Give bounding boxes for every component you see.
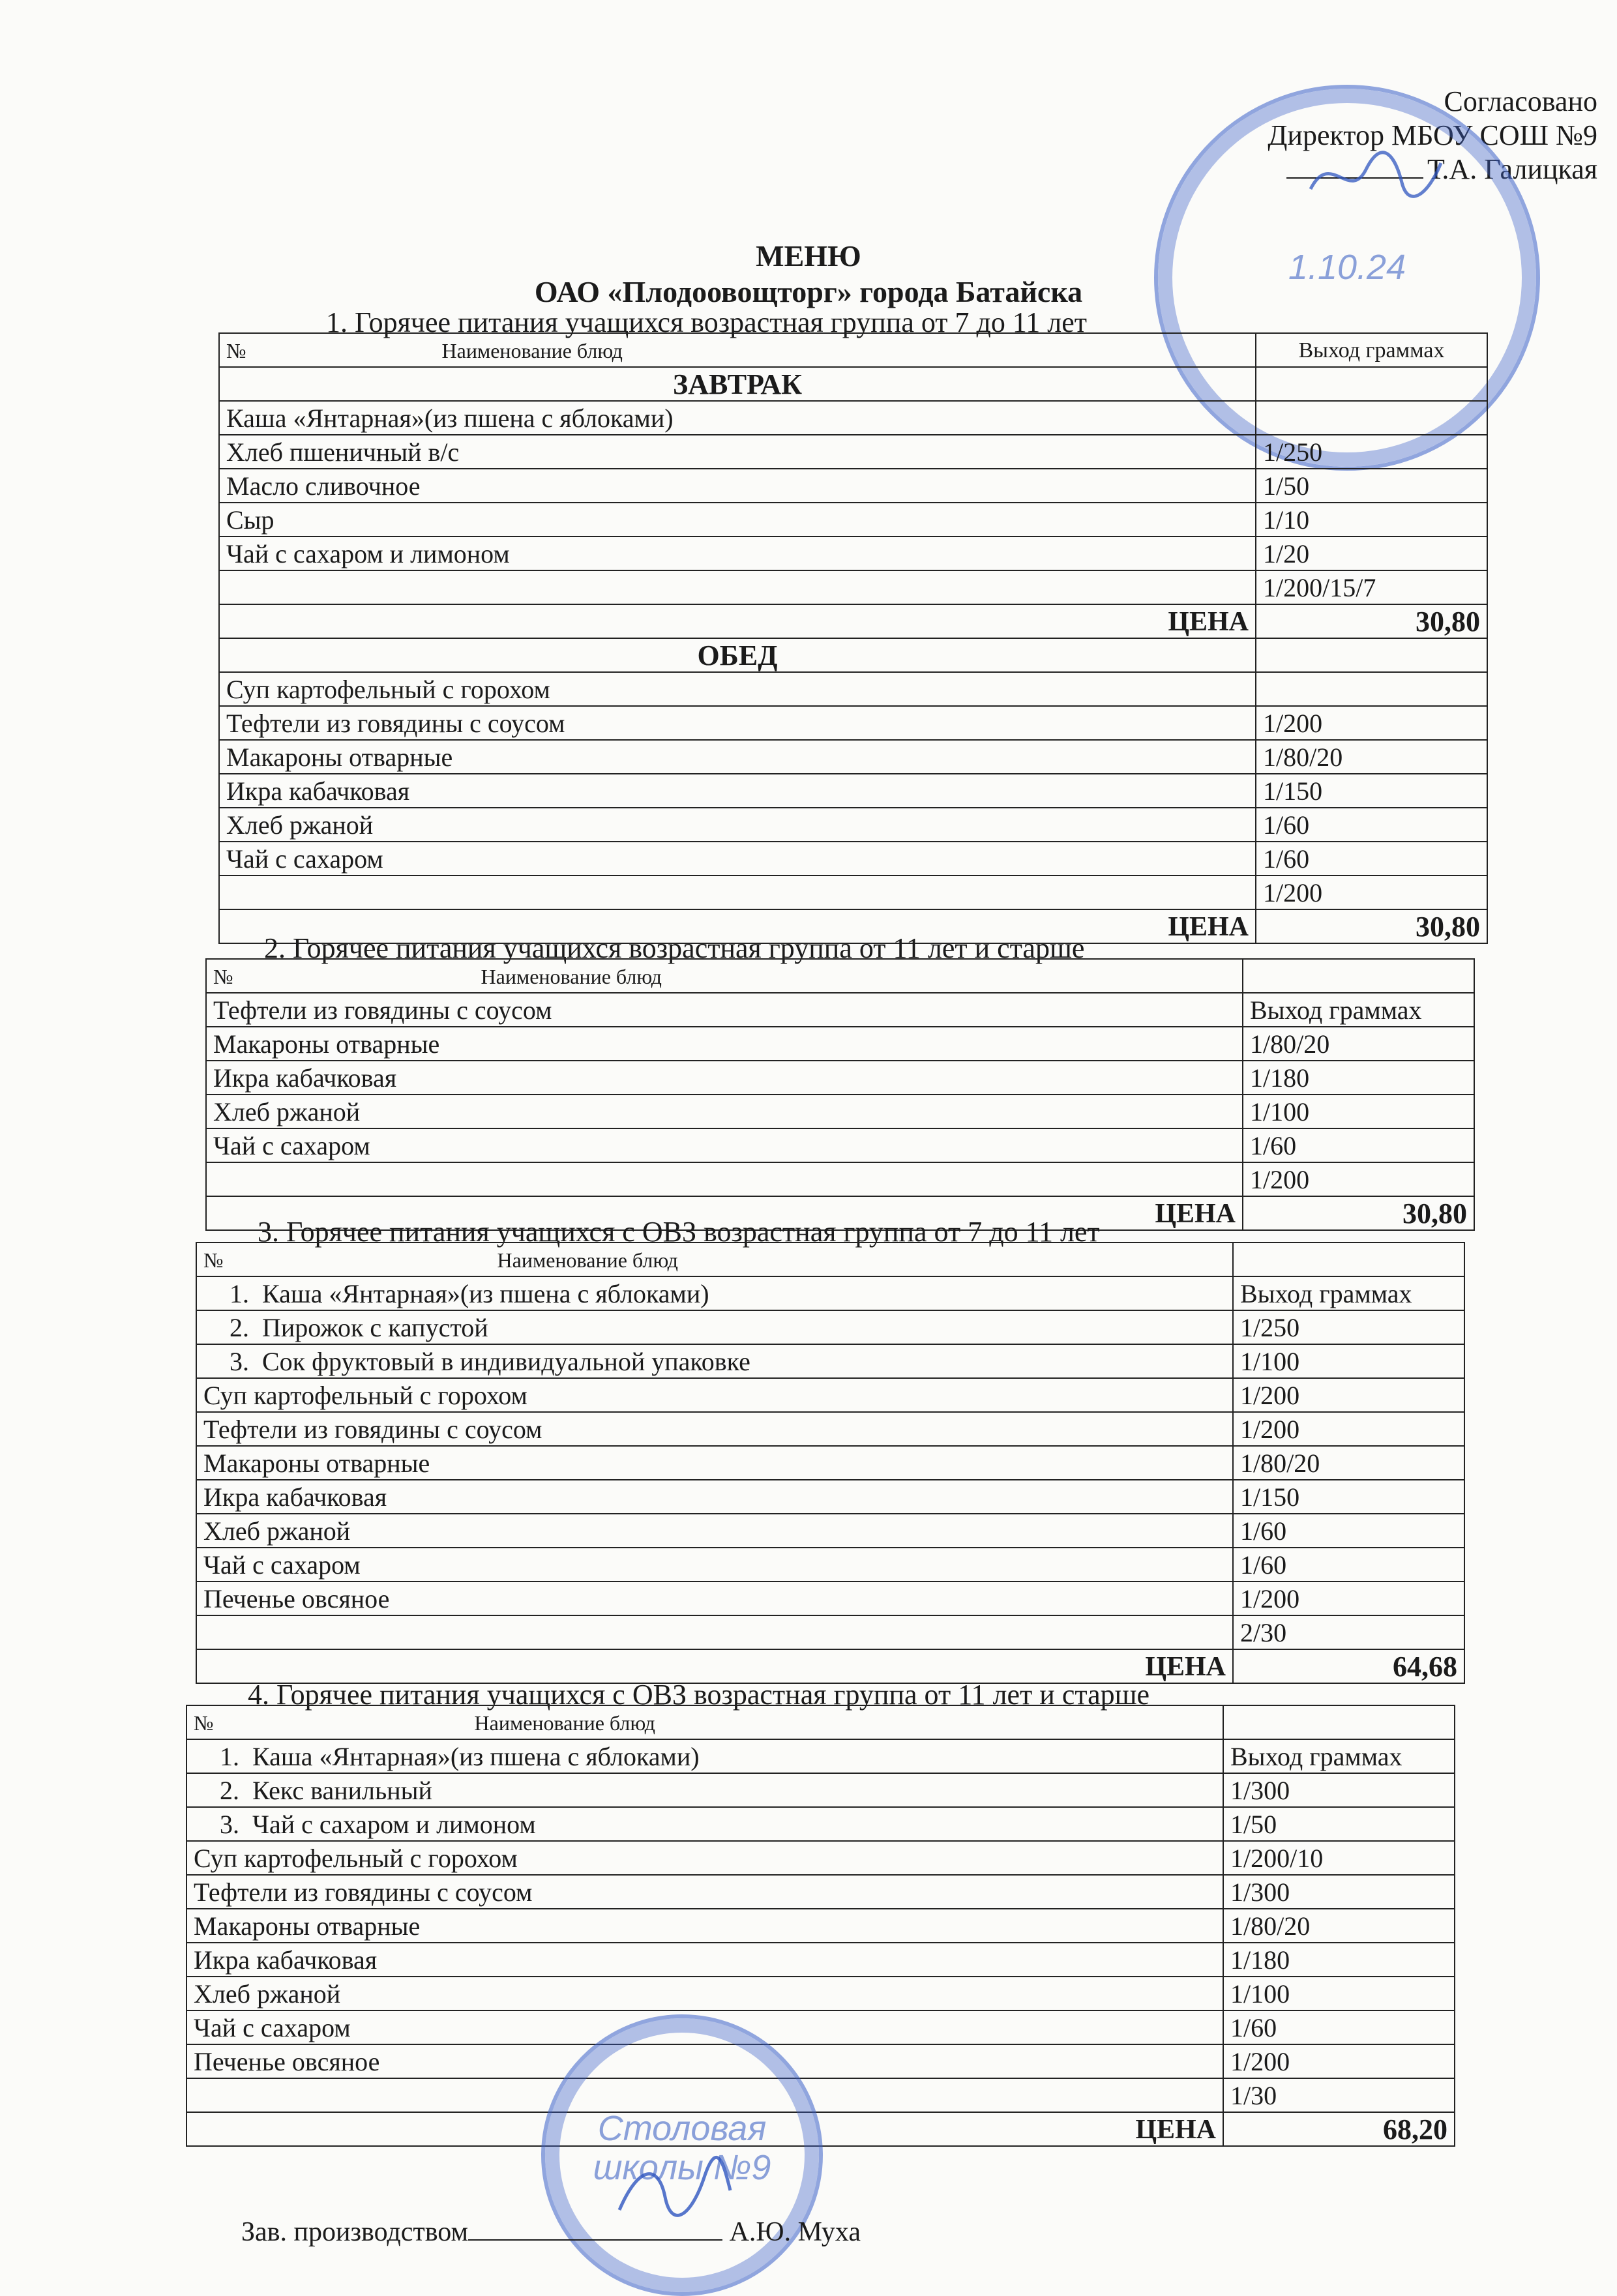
table-row bbox=[186, 1909, 1455, 1943]
dish-name-cell bbox=[219, 706, 1256, 740]
price-label: ЦЕНА bbox=[206, 1196, 1243, 1230]
dish-name-cell bbox=[196, 1514, 1233, 1548]
dish-name-cell bbox=[186, 1977, 1223, 2010]
dish-name: Икра кабачковая bbox=[203, 1482, 387, 1512]
dish-name-cell bbox=[196, 1480, 1233, 1514]
dish-name-cell bbox=[196, 1378, 1233, 1412]
dish-name: Икра кабачковая bbox=[194, 1945, 378, 1975]
dish-name-cell bbox=[219, 774, 1256, 808]
dish-output: 1/100 bbox=[1223, 1977, 1455, 2010]
dish-name: Чай с сахаром и лимоном bbox=[226, 539, 510, 568]
price-label: ЦЕНА bbox=[219, 604, 1256, 638]
footer-name: А.Ю. Муха bbox=[729, 2217, 861, 2247]
dish-name: Кекс ванильный bbox=[252, 1776, 432, 1805]
table-row bbox=[219, 876, 1487, 909]
dish-number: 3. bbox=[230, 1347, 249, 1376]
price-label: ЦЕНА bbox=[186, 2112, 1223, 2146]
section-3-table bbox=[196, 1242, 1465, 1684]
dish-output: 1/300 bbox=[1223, 1875, 1455, 1909]
dish-name: Икра кабачковая bbox=[213, 1063, 397, 1093]
table-row bbox=[196, 1412, 1464, 1446]
approval-name: Т.А. Галицкая bbox=[1427, 153, 1597, 185]
table-header-row bbox=[219, 333, 1487, 367]
breakfast-price: 30,80 bbox=[1256, 604, 1487, 638]
dish-output: 1/60 bbox=[1233, 1548, 1464, 1582]
section-2-title: 2. Горячее питания учащихся возрастная группа от 11 лет и старше bbox=[264, 932, 1085, 964]
dish-name: Хлеб ржаной bbox=[213, 1097, 361, 1126]
dish-name-cell bbox=[196, 1412, 1233, 1446]
dish-name-cell bbox=[206, 993, 1243, 1027]
dish-name: Суп картофельный с горохом bbox=[226, 675, 550, 704]
dish-name-cell bbox=[186, 1909, 1223, 1943]
dish-output: 1/50 bbox=[1223, 1807, 1455, 1841]
lunch-price: 30,80 bbox=[1256, 909, 1487, 943]
table-row bbox=[206, 1061, 1474, 1095]
dish-name: Тефтели из говядины с соусом bbox=[213, 995, 552, 1025]
section-4-table bbox=[186, 1705, 1455, 2147]
dish-name-cell bbox=[219, 672, 1256, 706]
dish-name-cell bbox=[219, 469, 1256, 503]
table-header-row bbox=[206, 959, 1474, 993]
dish-output bbox=[1256, 401, 1487, 435]
dish-output: 1/200 bbox=[1256, 876, 1487, 909]
breakfast-label: ЗАВТРАК bbox=[219, 367, 1256, 401]
dish-name-cell bbox=[186, 1739, 1223, 1773]
table-row bbox=[186, 2078, 1455, 2112]
header-num: № bbox=[194, 1711, 214, 1735]
footer-signature bbox=[241, 2216, 861, 2248]
dish-name: Каша «Янтарная»(из пшена с яблоками) bbox=[262, 1279, 709, 1308]
approval-director: Директор МБОУ СОШ №9 bbox=[1268, 119, 1597, 151]
header-num: № bbox=[203, 1248, 224, 1272]
section-4-price: 68,20 bbox=[1223, 2112, 1455, 2146]
dish-name-cell bbox=[219, 808, 1256, 842]
section-1-table bbox=[218, 332, 1488, 944]
dish-output: 2/30 bbox=[1233, 1615, 1464, 1649]
dish-name: Чай с сахаром bbox=[226, 844, 383, 874]
dish-output: 1/60 bbox=[1223, 2010, 1455, 2044]
dish-output: 1/10 bbox=[1256, 503, 1487, 537]
group-row bbox=[219, 638, 1487, 672]
table-row bbox=[219, 774, 1487, 808]
table-row bbox=[186, 1875, 1455, 1909]
table-row bbox=[196, 1480, 1464, 1514]
dish-output: Выход граммах bbox=[1243, 993, 1474, 1027]
table-row bbox=[186, 1807, 1455, 1841]
table-row bbox=[219, 808, 1487, 842]
dish-output: 1/200 bbox=[1223, 2044, 1455, 2078]
dish-name-cell bbox=[219, 401, 1256, 435]
dish-output: 1/30 bbox=[1223, 2078, 1455, 2112]
table-row bbox=[186, 2044, 1455, 2078]
dish-name: Масло сливочное bbox=[226, 471, 421, 501]
dish-name-cell bbox=[186, 1943, 1223, 1977]
dish-output: 1/200 bbox=[1233, 1412, 1464, 1446]
table-row bbox=[196, 1344, 1464, 1378]
dish-number: 3. bbox=[220, 1810, 239, 1839]
dish-output: 1/60 bbox=[1256, 842, 1487, 876]
header-num: № bbox=[213, 965, 233, 988]
dish-name: Макароны отварные bbox=[203, 1449, 430, 1478]
dish-output: 1/200 bbox=[1233, 1582, 1464, 1615]
dish-name-cell bbox=[186, 1875, 1223, 1909]
dish-name-cell bbox=[196, 1582, 1233, 1615]
dish-name: Печенье овсяное bbox=[203, 1584, 390, 1613]
price-label: ЦЕНА bbox=[219, 909, 1256, 943]
dish-output: 1/200/15/7 bbox=[1256, 570, 1487, 604]
dish-name: Тефтели из говядины с соусом bbox=[194, 1877, 533, 1907]
dish-name-cell bbox=[219, 740, 1256, 774]
dish-output: 1/180 bbox=[1223, 1943, 1455, 1977]
dish-name: Сыр bbox=[226, 505, 274, 535]
dish-name: Тефтели из говядины с соусом bbox=[226, 709, 565, 738]
table-row bbox=[219, 740, 1487, 774]
dish-name-cell bbox=[219, 876, 1256, 909]
header-name: Наименование блюд bbox=[474, 1711, 655, 1735]
dish-name-cell bbox=[196, 1615, 1233, 1649]
seal-date: 1.10.24 bbox=[1288, 247, 1406, 287]
dish-name: Суп картофельный с горохом bbox=[194, 1844, 518, 1873]
section-3-title: 3. Горячее питания учащихся с ОВЗ возрастная группа от 7 до 11 лет bbox=[258, 1216, 1100, 1248]
dish-output: 1/80/20 bbox=[1243, 1027, 1474, 1061]
dish-name-cell bbox=[219, 537, 1256, 570]
dish-output: 1/80/20 bbox=[1223, 1909, 1455, 1943]
dish-output: 1/300 bbox=[1223, 1773, 1455, 1807]
section-3-price: 64,68 bbox=[1233, 1649, 1464, 1683]
menu-subtitle: ОАО «Плодоовощторг» города Батайска bbox=[534, 275, 1083, 308]
dish-output: Выход граммах bbox=[1233, 1276, 1464, 1310]
section-2-table bbox=[205, 958, 1475, 1231]
dish-name-cell bbox=[206, 1061, 1243, 1095]
table-row bbox=[206, 993, 1474, 1027]
table-row bbox=[206, 1095, 1474, 1128]
table-row bbox=[196, 1582, 1464, 1615]
dish-name: Суп картофельный с горохом bbox=[203, 1381, 527, 1410]
dish-name: Чай с сахаром bbox=[213, 1131, 370, 1160]
table-row bbox=[196, 1615, 1464, 1649]
dish-name: Сок фруктовый в индивидуальной упаковке bbox=[262, 1347, 750, 1376]
section-4-title: 4. Горячее питания учащихся с ОВЗ возрастная группа от 11 лет и старше bbox=[248, 1679, 1150, 1711]
director-signature-icon bbox=[1304, 143, 1447, 209]
dish-output: 1/80/20 bbox=[1233, 1446, 1464, 1480]
dish-name: Пирожок с капустой bbox=[262, 1313, 488, 1342]
dish-name-cell bbox=[219, 503, 1256, 537]
dish-output: 1/200 bbox=[1233, 1378, 1464, 1412]
dish-name: Хлеб ржаной bbox=[194, 1979, 341, 2009]
dish-name-cell bbox=[219, 842, 1256, 876]
table-row bbox=[196, 1446, 1464, 1480]
dish-name-cell bbox=[196, 1276, 1233, 1310]
dish-output: 1/200 bbox=[1256, 706, 1487, 740]
header-num: № bbox=[226, 339, 246, 362]
header-name-cell bbox=[196, 1243, 1233, 1276]
dish-name-cell bbox=[186, 1841, 1223, 1875]
dish-name: Макароны отварные bbox=[194, 1911, 421, 1941]
dish-output bbox=[1256, 672, 1487, 706]
dish-output: 1/100 bbox=[1233, 1344, 1464, 1378]
header-name: Наименование блюд bbox=[497, 1248, 678, 1272]
footer-label: Зав. производством bbox=[241, 2217, 469, 2247]
table-row bbox=[196, 1310, 1464, 1344]
header-output: Выход граммах bbox=[1256, 333, 1487, 367]
table-row bbox=[186, 2010, 1455, 2044]
table-row bbox=[219, 537, 1487, 570]
dish-name: Тефтели из говядины с соусом bbox=[203, 1415, 542, 1444]
table-header-row bbox=[186, 1705, 1455, 1739]
dish-output: 1/250 bbox=[1233, 1310, 1464, 1344]
dish-output: 1/80/20 bbox=[1256, 740, 1487, 774]
dish-name-cell bbox=[206, 1095, 1243, 1128]
header-name: Наименование блюд bbox=[481, 965, 662, 988]
dish-name-cell bbox=[219, 435, 1256, 469]
price-row bbox=[219, 604, 1487, 638]
approval-agreed: Согласовано bbox=[1444, 85, 1597, 117]
section-2-price: 30,80 bbox=[1243, 1196, 1474, 1230]
dish-name: Чай с сахаром bbox=[194, 2013, 351, 2042]
table-row bbox=[196, 1514, 1464, 1548]
table-row bbox=[219, 672, 1487, 706]
dish-number: 2. bbox=[230, 1313, 249, 1342]
table-row bbox=[219, 570, 1487, 604]
manager-signature-icon bbox=[606, 2151, 737, 2223]
dish-number: 1. bbox=[220, 1742, 239, 1771]
group-row bbox=[219, 367, 1487, 401]
table-row bbox=[219, 503, 1487, 537]
canteen-seal-text: Столовая школы №9 bbox=[593, 2108, 771, 2187]
lunch-label: ОБЕД bbox=[219, 638, 1256, 672]
menu-title: МЕНЮ bbox=[756, 239, 861, 272]
dish-name-cell bbox=[196, 1344, 1233, 1378]
table-row bbox=[186, 1841, 1455, 1875]
dish-output: 1/150 bbox=[1233, 1480, 1464, 1514]
dish-name-cell bbox=[196, 1310, 1233, 1344]
table-row bbox=[206, 1128, 1474, 1162]
dish-output: Выход граммах bbox=[1223, 1739, 1455, 1773]
header-name-cell bbox=[186, 1705, 1223, 1739]
dish-name-cell bbox=[186, 1807, 1223, 1841]
dish-name: Печенье овсяное bbox=[194, 2047, 380, 2076]
table-header-row bbox=[196, 1243, 1464, 1276]
table-row bbox=[219, 401, 1487, 435]
dish-name: Хлеб пшеничный в/с bbox=[226, 437, 460, 467]
dish-name: Икра кабачковая bbox=[226, 776, 410, 806]
table-row bbox=[219, 435, 1487, 469]
dish-output: 1/150 bbox=[1256, 774, 1487, 808]
table-row bbox=[186, 1739, 1455, 1773]
table-row bbox=[219, 469, 1487, 503]
header-name-cell bbox=[206, 959, 1243, 993]
dish-name: Макароны отварные bbox=[226, 743, 453, 772]
dish-name: Каша «Янтарная»(из пшена с яблоками) bbox=[252, 1742, 700, 1771]
dish-number: 2. bbox=[220, 1776, 239, 1805]
table-row bbox=[219, 842, 1487, 876]
dish-name-cell bbox=[196, 1548, 1233, 1582]
dish-name-cell bbox=[206, 1128, 1243, 1162]
header-name: Наименование блюд bbox=[441, 339, 623, 362]
dish-name-cell bbox=[206, 1162, 1243, 1196]
dish-name-cell bbox=[206, 1027, 1243, 1061]
dish-output: 1/200 bbox=[1243, 1162, 1474, 1196]
dish-name-cell bbox=[196, 1446, 1233, 1480]
table-row bbox=[196, 1276, 1464, 1310]
dish-output: 1/250 bbox=[1256, 435, 1487, 469]
table-row bbox=[186, 1977, 1455, 2010]
table-row bbox=[196, 1548, 1464, 1582]
dish-output: 1/50 bbox=[1256, 469, 1487, 503]
dish-output: 1/200/10 bbox=[1223, 1841, 1455, 1875]
dish-output: 1/60 bbox=[1256, 808, 1487, 842]
table-row bbox=[186, 1773, 1455, 1807]
dish-name-cell bbox=[186, 1773, 1223, 1807]
price-label: ЦЕНА bbox=[196, 1649, 1233, 1683]
dish-name: Каша «Янтарная»(из пшена с яблоками) bbox=[226, 404, 674, 433]
table-row bbox=[219, 706, 1487, 740]
dish-name: Чай с сахаром и лимоном bbox=[252, 1810, 536, 1839]
dish-output: 1/20 bbox=[1256, 537, 1487, 570]
dish-output: 1/180 bbox=[1243, 1061, 1474, 1095]
table-row bbox=[196, 1378, 1464, 1412]
header-name-cell bbox=[219, 333, 1256, 367]
dish-name: Хлеб ржаной bbox=[226, 810, 374, 840]
dish-output: 1/60 bbox=[1243, 1128, 1474, 1162]
dish-name-cell bbox=[219, 570, 1256, 604]
table-row bbox=[186, 1943, 1455, 1977]
dish-output: 1/60 bbox=[1233, 1514, 1464, 1548]
dish-name: Макароны отварные bbox=[213, 1029, 440, 1059]
dish-output: 1/100 bbox=[1243, 1095, 1474, 1128]
section-1-title: 1. Горячее питания учащихся возрастная группа от 7 до 11 лет bbox=[326, 306, 1087, 338]
dish-number: 1. bbox=[230, 1279, 249, 1308]
table-row bbox=[206, 1027, 1474, 1061]
dish-name: Чай с сахаром bbox=[203, 1550, 361, 1580]
table-row bbox=[206, 1162, 1474, 1196]
dish-name: Хлеб ржаной bbox=[203, 1516, 351, 1546]
